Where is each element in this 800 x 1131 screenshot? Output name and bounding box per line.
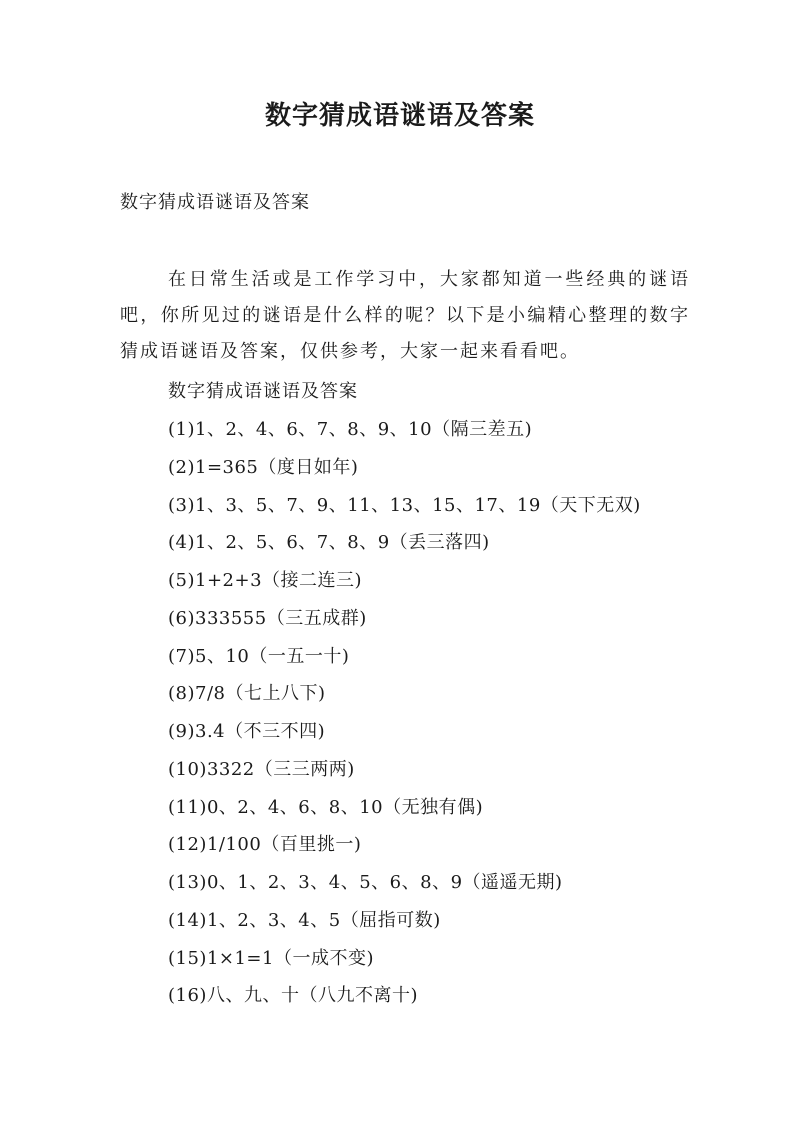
riddle-item: (10)3322（三三两两) bbox=[168, 758, 355, 780]
document-subtitle: 数字猜成语谜语及答案 bbox=[120, 192, 310, 213]
riddle-item: (11)0、2、4、6、8、10（无独有偶) bbox=[168, 796, 484, 818]
riddle-item: (5)1+2+3（接二连三) bbox=[168, 570, 363, 591]
riddle-item: (15)1×1=1（一成不变) bbox=[168, 947, 374, 969]
riddle-item: (8)7/8（七上八下) bbox=[168, 683, 326, 705]
document-title: 数字猜成语谜语及答案 bbox=[264, 101, 535, 131]
riddle-item: (2)1=365（度日如年) bbox=[168, 456, 359, 478]
riddle-item: (1)1、2、4、6、7、8、9、10（隔三差五) bbox=[168, 419, 533, 440]
riddle-item: (7)5、10（一五一十) bbox=[168, 645, 350, 667]
section-heading: 数字猜成语谜语及答案 bbox=[168, 381, 358, 402]
riddle-item: (13)0、1、2、3、4、5、6、8、9（遥遥无期) bbox=[168, 872, 563, 893]
riddle-item: (14)1、2、3、4、5（屈指可数) bbox=[168, 909, 441, 931]
riddle-item: (6)333555（三五成群) bbox=[168, 607, 367, 629]
riddle-list bbox=[168, 415, 641, 1019]
intro-paragraph: 在日常生活或是工作学习中，大家都知道一些经典的谜语吧，你所见过的谜语是什么样的呢？以下是小编精心整理的数字猜成语谜语及答案，仅供参考，大家一起来看看吧。 bbox=[120, 269, 690, 362]
riddle-item: (3)1、3、5、7、9、11、13、15、17、19（天下无双) bbox=[168, 494, 641, 516]
riddle-item: (12)1/100（百里挑一) bbox=[168, 834, 362, 856]
riddle-item: (16)八、九、十（八九不离十) bbox=[168, 985, 418, 1007]
riddle-item: (9)3.4（不三不四) bbox=[168, 721, 326, 742]
riddle-item: (4)1、2、5、6、7、8、9（丢三落四) bbox=[168, 532, 490, 554]
